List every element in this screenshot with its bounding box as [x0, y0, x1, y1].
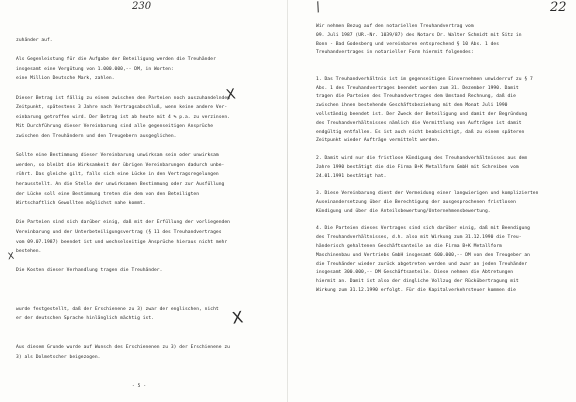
right-text-line: tragen die Parteien des Treuhandvertrages dem Umstand Rechnung, daß die: [316, 94, 516, 100]
left-text-line: insgesamt eine Vergütung von 1.000.000,-- DM, in Worten:: [16, 66, 174, 72]
left-text-line: einbarung getroffen wird. Der Betrag ist ab heute mit 4 % p.a. zu verzinsen.: [16, 114, 230, 120]
right-text-line: 3. Diese Vereinbarung dient der Vermeidung einer langwierigen und komplizierten: [316, 191, 539, 197]
right-text-line: Wirkung zum 31.12.1990 erfolgt. Für die Kapitalverkehrsteuer kommen die: [316, 288, 516, 293]
right-text-line: insgesamt 300.000,-- DM Geschäftsanteile. Diese nehmen die Abtretungen: [316, 270, 514, 276]
left-text-line: 3) als Dolmetscher beigezogen.: [16, 354, 101, 360]
right-text-line: zwischen ihnen bestehende Geschäftsbeziehung mit dem Monat Juli 1990: [316, 103, 508, 109]
right-text-line: des Treuhandverhältnisses nämlich die Vermittlung von Aufträgen ist damit: [316, 120, 522, 126]
left-text-line: Die Kosten dieser Verhandlung tragen die Treuhänder.: [16, 268, 163, 274]
handwritten-page-number-left: 230: [132, 1, 152, 12]
right-text-line: Abs. 1 des Treuhandvertrages beendet worden zum 31. Dezember 1990. Damit: [316, 85, 519, 91]
right-text-line: händerisch gehaltenen Geschäftsanteile an die Firma B+K Metallform: [316, 244, 502, 249]
handwritten-page-number-right: 22: [550, 0, 567, 15]
handwritten-slash-mark: /: [313, 0, 323, 16]
left-text-line: zuhänder auf.: [16, 38, 53, 43]
right-text-line: 09. Juli 1987 (UR.-Nr. 1039/87) des Notars Dr. Walter Schmidt mit Sitz in: [316, 32, 522, 38]
right-text-line: Auseinandersetzung über die Berechtigung der ausgesprochenen fristlosen: [316, 200, 516, 205]
left-text-line: Wirtschaftlich Gewollten möglichst nahe kommt.: [16, 201, 146, 207]
right-text-line: endgültig entfallen. Es ist auch nicht beabsichtigt, daß zu einem späteren: [316, 129, 525, 135]
left-text-line: - 5 -: [132, 383, 147, 389]
left-text-line: Die Parteien sind sich darüber einig, daß mit der Erfüllung der vorliegenden: [16, 220, 230, 226]
right-text-line: 24.01.1991 bestätigt hat.: [316, 173, 387, 179]
left-text-line: rührt. Das gleiche gilt, falls sich eine Lücke in den Vertragsregelungen: [16, 172, 219, 178]
right-text-line: 1. Das Treuhandverhältnis ist im gegenseitigen Einvernehmen unwiderruf zu § 7: [316, 76, 533, 82]
right-text-line: Kündigung und über die Anteilsbewertung/Unternehmensbewertung.: [316, 208, 491, 214]
left-text-line: Vereinbarung und der Unterbeteiligungsvertrag (§ 11 des Treuhandvertrages: [16, 230, 222, 235]
right-text-line: des Treuhandverhältnisses, d.h. also mit Wirkung zum 31.12.1990 die Treu-: [316, 235, 522, 241]
left-text-line: er der deutschen Sprache hinlänglich mächtig ist.: [16, 316, 154, 322]
left-text-line: Sollte eine Bestimmung dieser Vereinbarung unwirksam sein oder unwirksam: [16, 153, 219, 159]
left-text-line: der Lücke soll eine Bestimmung treten die dem von den Beteiligten: [16, 191, 200, 197]
right-text-line: Maschinenbau und Vertriebs GmbH insgesamt 600.000,-- DM von den Treugeber an: [316, 252, 530, 258]
left-text-line: Zeitpunkt, spätestens 3 Jahre nach Vertragsabschluß, wenn keine andere Ver-: [16, 105, 228, 111]
right-text-line: 2. Damit wird nur die fristlose Kündigung des Treuhandverhältnisses aus dem: [316, 156, 528, 161]
right-text-line: Bonn - Bad Godesberg und vereinbaren entsprechend § 10 Abs. 1 des: [316, 41, 500, 47]
right-text-line: die Treuhänder wieder zurück abgetreten werden und zwar an jeden Treuhänder: [316, 261, 528, 267]
right-text-line: Jahre 1990 bestätigt die die Firma B+K Metallform GmbH mit Schreiben vom: [316, 164, 519, 170]
left-text-line: zwischen den Treuhändern und den Treugebern ausgeglichen.: [16, 134, 177, 139]
right-text-line: 4. Die Parteien dieses Vertrages sind sich darüber einig, daß mit Beendigung: [316, 226, 530, 232]
left-text-line: werden, so bleibt die Wirksamkeit der übrigen Vereinbarungen dadurch unbe-: [16, 162, 225, 168]
left-text-line: vom 09.07.1987) beendet ist und wechselseitige Ansprüche hieraus nicht mehr: [16, 239, 228, 245]
margin-x-mark-2: X: [7, 251, 15, 263]
right-text-line: Zeitpunkt wieder Aufträge vermittelt werden.: [316, 138, 440, 144]
right-page: [288, 0, 576, 402]
right-text-line: Wir nehmen Bezug auf den notariellen Treuhandvertrag vom: [316, 24, 474, 29]
left-text-line: Dieser Betrag ist fällig zu einem zwischen den Parteien noch auszuhandelnden: [16, 95, 230, 101]
margin-x-mark-3: X: [230, 307, 245, 328]
left-text-line: bestehen.: [16, 249, 42, 255]
left-text-line: eine Million Deutsche Mark, zahlen.: [16, 76, 115, 82]
left-text-line: herausstellt. An die Stelle der unwirksamen Bestimmung oder zur Ausfüllung: [16, 182, 225, 187]
left-text-line: Mit Durchführung dieser Vereinbarung sind alle gegenseitigen Ansprüche: [16, 124, 214, 130]
right-text-line: Treuhandvertrages in notarieller Form hiermit folgendes:: [316, 50, 474, 56]
left-text-line: Als Gegenleistung für die Aufgabe der Beteiligung werden die Treuhänder: [16, 57, 216, 63]
right-text-line: hiermit an. Damit ist also der dingliche Vollzug der Rückübertragung mit: [316, 279, 519, 285]
left-text-line: wurde festgestellt, daß der Erschienene zu 3) zwar der englischen, nicht: [16, 306, 219, 312]
margin-x-mark-1: X: [224, 86, 237, 104]
right-text-line: vollständig beendet ist. Der Zweck der Beteiligung und damit der Begründung: [316, 112, 528, 117]
left-text-line: Aus diesem Grunde wurde auf Wunsch des Erschienenen zu 3) der Erschienene zu: [16, 345, 230, 351]
